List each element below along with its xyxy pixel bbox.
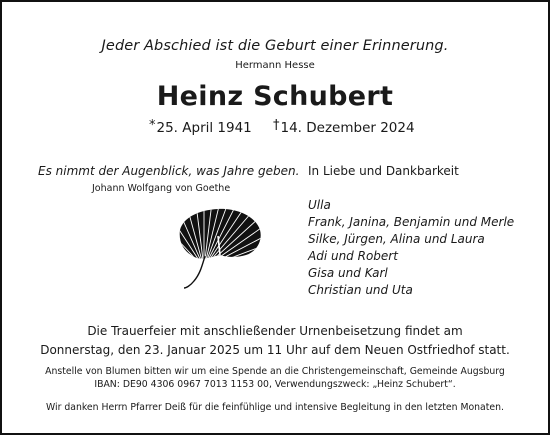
service-line-1: Die Trauerfeier mit anschließender Urnenbeisetzung findet am — [87, 324, 463, 338]
motto-author: Hermann Hesse — [235, 60, 315, 71]
list-item: Silke, Jürgen, Alina und Laura — [308, 231, 485, 246]
birth-symbol: * — [149, 118, 156, 133]
service-info — [2, 322, 548, 360]
donation-info — [2, 365, 548, 391]
thanks-note: Wir danken Herrn Pfarrer Deiß für die feinfühlige und intensive Begleitung in den letzten Monaten. — [46, 402, 504, 413]
service-line-2: Donnerstag, den 23. Januar 2025 um 11 Uhr auf dem Neuen Ostfriedhof statt. — [40, 343, 510, 357]
list-item: Gisa und Karl — [308, 265, 388, 280]
deceased-name: Heinz Schubert — [156, 81, 394, 112]
death-date-text: 14. Dezember 2024 — [280, 120, 415, 136]
family-list — [308, 197, 514, 298]
birth-date-text: 25. April 1941 — [156, 120, 252, 136]
life-dates — [2, 120, 548, 140]
list-item: Ulla — [308, 198, 331, 212]
cross-icon: † — [273, 118, 280, 133]
donation-line-1: Anstelle von Blumen bitten wir um eine Spende an die Christengemeinschaft, Gemeinde Augsburg — [45, 366, 505, 377]
left-quote: Es nimmt der Augenblick, was Jahre geben. — [38, 164, 300, 178]
death-date — [273, 120, 415, 136]
list-item: Adi und Robert — [308, 248, 398, 263]
list-item: Christian und Uta — [308, 282, 413, 297]
ginkgo-leaf-icon — [174, 208, 266, 292]
family-heading: In Liebe und Dankbarkeit — [308, 164, 459, 178]
list-item: Frank, Janina, Benjamin und Merle — [308, 214, 515, 229]
left-quote-author: Johann Wolfgang von Goethe — [92, 183, 231, 194]
motto-quote: Jeder Abschied ist die Geburt einer Erinnerung. — [101, 38, 449, 54]
donation-line-2: IBAN: DE90 4306 0967 7013 1153 00, Verwendungszweck: „Heinz Schubert“. — [94, 379, 456, 390]
birth-date — [149, 120, 252, 136]
